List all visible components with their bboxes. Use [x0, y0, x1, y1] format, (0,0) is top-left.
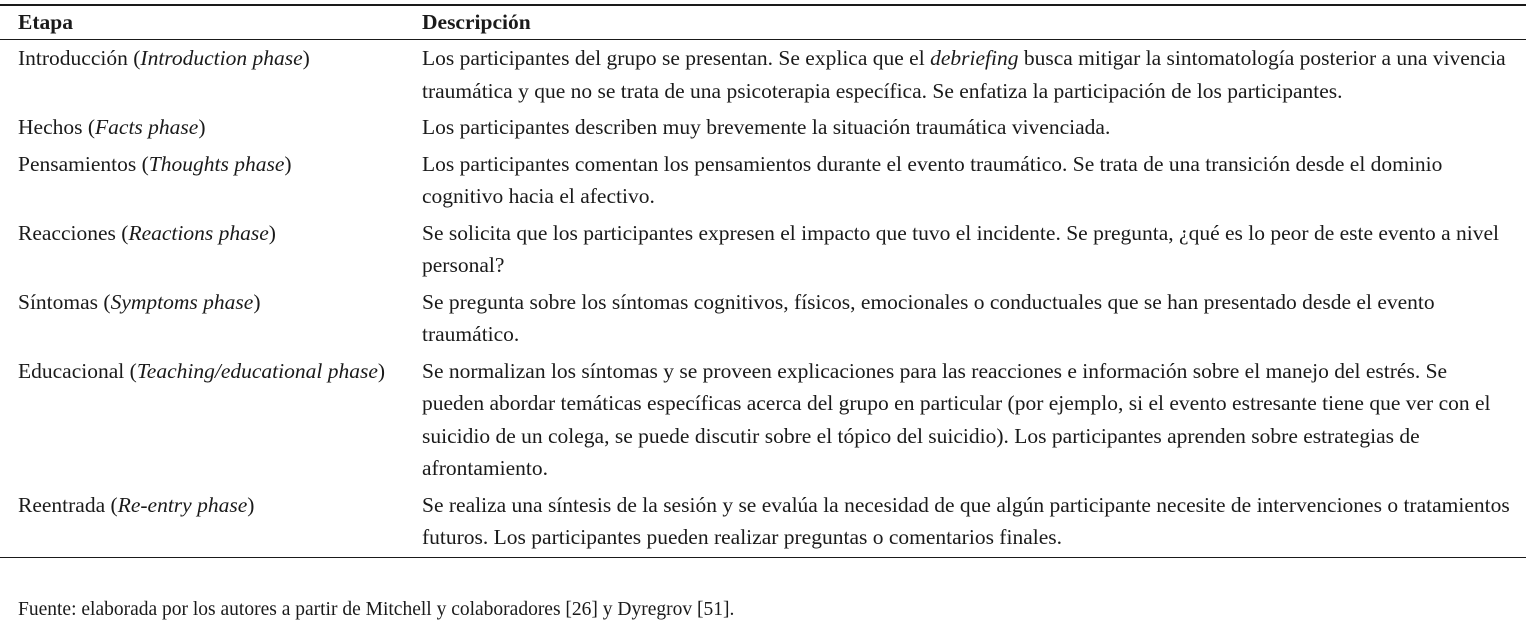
stage-cell: Hechos (Facts phase) [18, 115, 206, 139]
stage-cell: Introducción (Introduction phase) [18, 46, 310, 70]
table-row [0, 353, 1526, 487]
table-source-note: Fuente: elaborada por los autores a partir de Mitchell y colaboradores [26] y Dyregrov [51]. [18, 599, 735, 620]
header-description: Descripción [410, 5, 1526, 40]
table-header-row [0, 5, 1526, 40]
stage-english-name: Teaching/educational phase [136, 358, 378, 383]
stage-cell: Reacciones (Reactions phase) [18, 220, 276, 245]
stage-cell: Pensamientos (Thoughts phase) [18, 151, 292, 176]
stage-english-name: Facts phase [95, 115, 199, 139]
description-cell: Los participantes describen muy brevemente la situación traumática vivenciada. [422, 115, 1111, 139]
stage-english-name: Symptoms phase [110, 289, 254, 314]
debriefing-stages-table [0, 4, 1526, 558]
table-row [0, 487, 1526, 558]
description-cell: Se realiza una síntesis de la sesión y se evalúa la necesidad de que algún participante necesite de intervenciones o tratamientos futuros. Los participantes pueden realizar preguntas o comentarios finales. [410, 487, 1526, 558]
stage-name: Introducción [18, 46, 128, 70]
description-cell: Se pregunta sobre los síntomas cognitivos, físicos, emocionales o conductuales que se han presentado desde el evento traumático. [422, 289, 1435, 346]
header-stage: Etapa [0, 5, 410, 40]
table-row [0, 40, 1526, 110]
stage-english-name: Introduction phase [140, 46, 303, 70]
stage-name: Hechos [18, 115, 83, 139]
stage-cell: Educacional (Teaching/educational phase) [18, 358, 386, 383]
stage-cell: Reentrada (Re-entry phase) [0, 487, 410, 558]
table-row [0, 284, 1526, 353]
description-cell: Se solicita que los participantes expresen el impacto que tuvo el incidente. Se pregunta, ¿qué es lo peor de este evento a nivel personal? [422, 220, 1500, 277]
description-cell [410, 40, 1526, 110]
stage-name: Pensamientos [18, 151, 137, 176]
stage-english-name: Thoughts phase [148, 151, 285, 176]
description-text: busca mitigar la sintomatología posterior a una vivencia traumática y que no se trata de una psicoterapia específica. Se enfatiza la participación de los participantes. [422, 46, 1506, 103]
table-row [0, 146, 1526, 215]
table-row [0, 109, 1526, 146]
stage-name: Síntomas [18, 289, 99, 314]
stage-english-name: Reactions phase [128, 220, 269, 245]
stage-name: Reentrada [18, 492, 106, 517]
stage-name: Reacciones [18, 220, 116, 245]
stage-english-name: Re-entry phase [117, 492, 248, 517]
description-cell: Los participantes comentan los pensamientos durante el evento traumático. Se trata de una transición desde el dominio cognitivo hacia el afectivo. [422, 151, 1443, 208]
table-row [0, 215, 1526, 284]
stage-cell: Síntomas (Symptoms phase) [18, 289, 261, 314]
description-emphasis: debriefing [930, 46, 1019, 70]
stage-name: Educacional [18, 358, 125, 383]
description-text: Los participantes del grupo se presentan. Se explica que el [422, 46, 931, 70]
description-cell: Se normalizan los síntomas y se proveen explicaciones para las reacciones e información sobre el manejo del estrés. Se pueden abordar temáticas específicas acerca del grupo en particular (por ejemplo, si el evento estresante tiene que ver con el suicidio de un colega, se puede discutir sobre el tópico del suicidio). Los participantes aprenden sobre estrategias de afrontamiento. [422, 358, 1491, 480]
